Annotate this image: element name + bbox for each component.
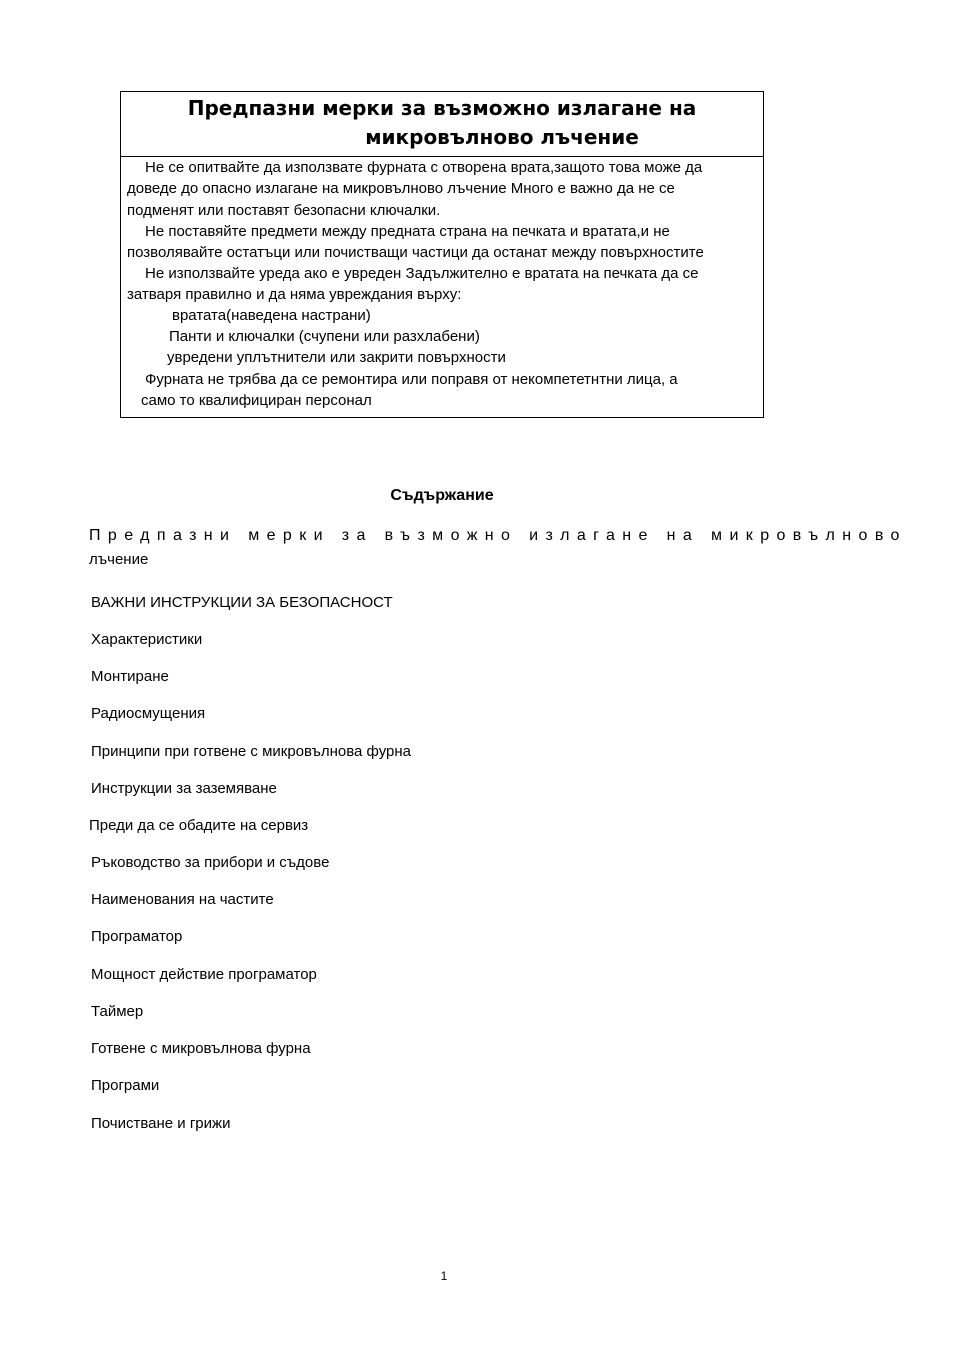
precaution-line: Панти и ключалки (счупени или разхлабени) [169, 328, 480, 345]
precaution-title [121, 92, 763, 157]
precaution-line: затваря правилно и да няма увреждания върху: [127, 286, 462, 303]
toc-item-first-continuation: лъчение [89, 551, 149, 568]
precaution-line: позволявайте остатъци или почистващи частици да останат между повърхностите [127, 244, 704, 261]
precaution-line: Не използвайте уреда ако е увреден Задължително е вратата на печката да се [145, 265, 699, 282]
toc-item-first: Предпазни мерки за възможно излагане на микровълново [89, 527, 907, 544]
toc-item: Преди да се обадите на сервиз [89, 817, 309, 834]
contents-heading: Съдържание [390, 487, 494, 504]
precaution-box [120, 91, 764, 418]
toc-item: Мощност действие програматор [91, 966, 317, 983]
toc-item: Ръководство за прибори и съдове [91, 854, 330, 871]
precaution-line: Не се опитвайте да използвате фурната с отворена врата,защото това може да [145, 159, 703, 176]
precaution-line: Фурната не трябва да се ремонтира или поправя от некомпететнтни лица, а [145, 371, 678, 388]
precaution-line: подменят или поставят безопасни ключалки. [127, 202, 441, 219]
toc-item: Готвене с микровълнова фурна [91, 1040, 311, 1057]
toc-item: Програми [91, 1077, 160, 1094]
toc-item: Принципи при готвене с микровълнова фурна [91, 743, 412, 760]
toc-item: Наименования на частите [91, 891, 274, 908]
toc-item: Почистване и грижи [91, 1115, 231, 1132]
page-number: 1 [440, 1269, 448, 1283]
precaution-line: само то квалифициран персонал [141, 392, 372, 409]
precaution-line: увредени уплътнители или закрити повърхности [167, 349, 506, 366]
toc-item: Инструкции за заземяване [91, 780, 277, 797]
toc-item: Радиосмущения [91, 705, 206, 722]
toc-item: ВАЖНИ ИНСТРУКЦИИ ЗА БЕЗОПАСНОСТ [91, 594, 393, 611]
toc-item: Програматор [91, 928, 183, 945]
precaution-title-line2: микровълново лъчение [365, 125, 639, 149]
toc-item: Монтиране [91, 668, 169, 685]
precaution-line: Не поставяйте предмети между предната страна на печката и вратата,и не [145, 223, 670, 240]
precaution-title-line1: Предпазни мерки за възможно излагане на [187, 96, 697, 120]
precaution-line: доведе до опасно излагане на микровълново лъчение Много е важно да не се [127, 180, 675, 197]
toc-item: Таймер [91, 1003, 144, 1020]
precaution-line: вратата(наведена настрани) [172, 307, 371, 324]
toc-item: Характеристики [91, 631, 203, 648]
